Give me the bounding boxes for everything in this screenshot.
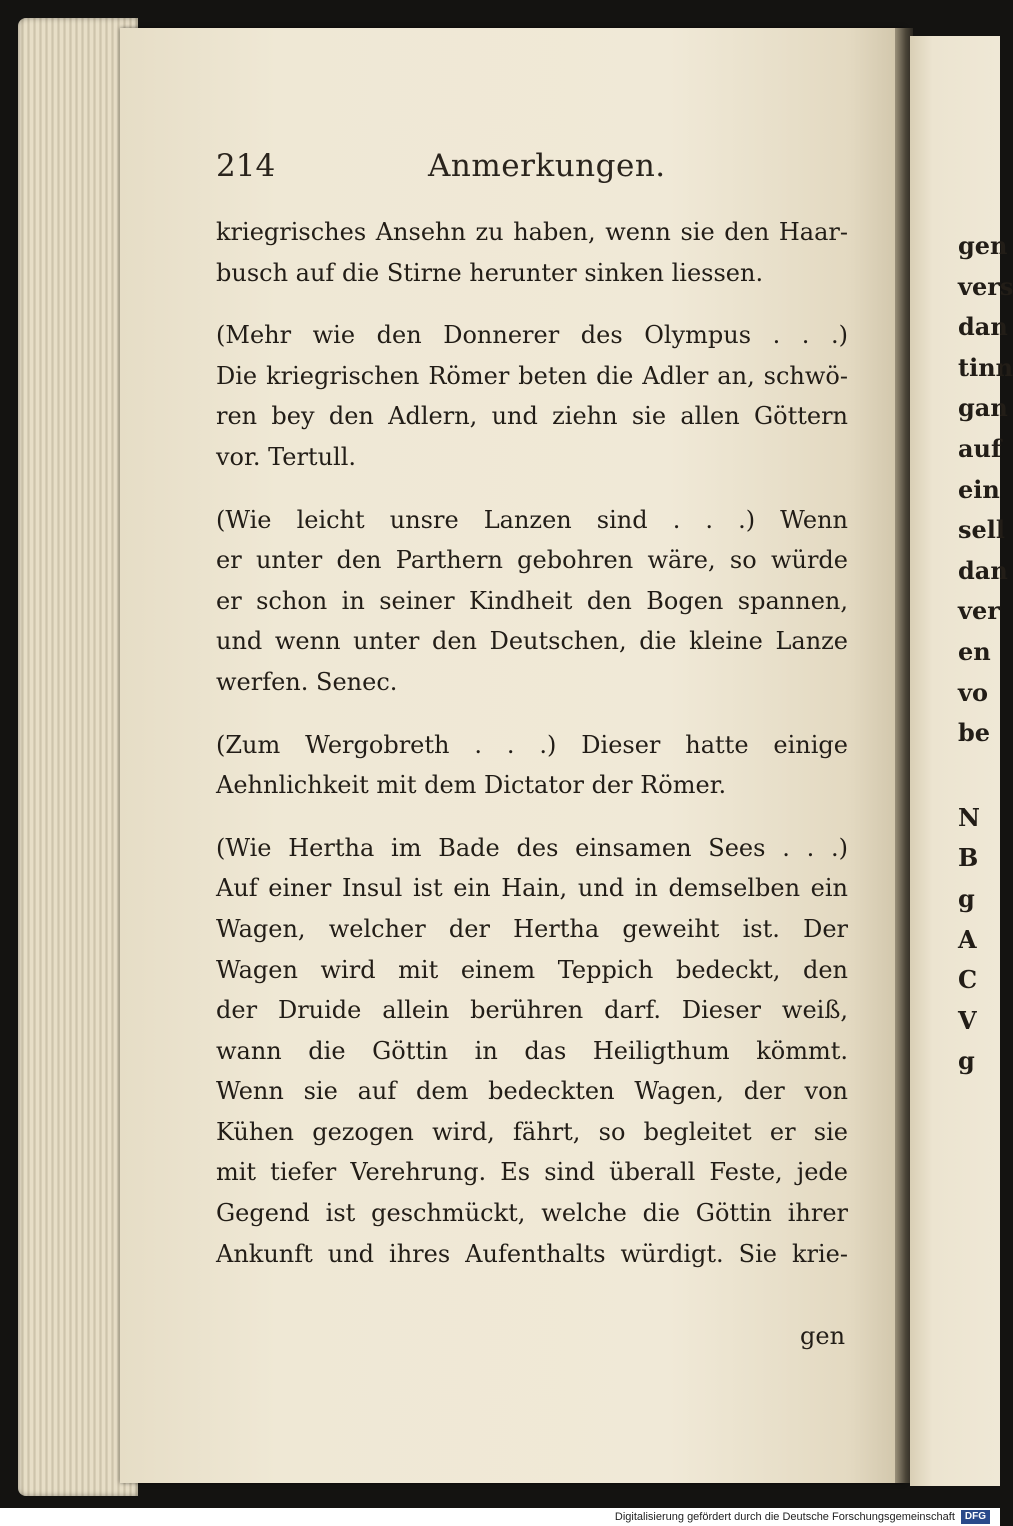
text-line: (Wie leicht unsre Lanzen sind . . .) Wenn	[216, 505, 848, 534]
facing-page-fragment: be	[958, 718, 991, 748]
text-line: er unter den Parthern gebohren wäre, so würde	[216, 546, 848, 575]
facing-page-gap	[958, 754, 1013, 798]
text-line: und wenn unter den Deutschen, die kleine Lanze	[216, 627, 848, 656]
text-line: busch auf die Stirne herunter sinken liessen.	[216, 258, 764, 287]
text-line: mit tiefer Verehrung. Es sind überall Feste, jede	[216, 1158, 848, 1187]
footer-bar	[0, 1508, 1000, 1526]
text-line: Ankunft und ihres Aufenthalts würdigt. Sie krie-	[216, 1239, 848, 1268]
facing-page-fragment: ver	[958, 596, 1000, 626]
facing-page-fragment: g	[958, 883, 975, 913]
facing-page-fragment: sell	[958, 515, 1006, 545]
text-line: Auf einer Insul ist ein Hain, und in demselben ein	[216, 874, 848, 903]
text-line: Wenn sie auf dem bedeckten Wagen, der von	[216, 1077, 848, 1106]
text-line: werfen. Senec.	[216, 667, 398, 696]
facing-page-fragment: g	[958, 1046, 975, 1076]
facing-page-fragment: en	[958, 636, 991, 666]
facing-page-fragment: A	[958, 924, 977, 954]
text-line: (Mehr wie den Donnerer des Olympus . . .)	[216, 321, 848, 350]
body-text	[216, 212, 848, 1274]
text-line: er schon in seiner Kindheit den Bogen spannen,	[216, 586, 848, 615]
text-line: Gegend ist geschmückt, welche die Göttin ihrer	[216, 1199, 848, 1228]
text-line: Wagen, welcher der Hertha geweiht ist. Der	[216, 914, 848, 943]
facing-page-text	[958, 226, 1013, 1082]
facing-page-fragment: B	[958, 843, 979, 873]
facing-page-fragment: gan	[958, 393, 1008, 423]
paragraph-gap	[216, 806, 848, 828]
footer-credit: Digitalisierung gefördert durch die Deutsche Forschungsgemeinschaft	[614, 1511, 955, 1523]
running-head: Anmerkungen.	[428, 148, 666, 184]
facing-page-fragment: C	[958, 965, 978, 995]
facing-page-fragment: dan	[958, 312, 1008, 342]
text-line: Wagen wird mit einem Teppich bedeckt, den	[216, 955, 848, 984]
facing-page-fragment: gen	[958, 231, 1008, 260]
text-line: vor. Tertull.	[216, 442, 357, 471]
paragraph-gap	[216, 703, 848, 725]
paragraph-gap	[216, 478, 848, 500]
page-header	[216, 148, 856, 194]
text-line: (Wie Hertha im Bade des einsamen Sees . . .)	[216, 833, 848, 862]
dfg-logo: DFG	[961, 1510, 990, 1524]
facing-page-fragment: vers	[958, 271, 1013, 301]
facing-page-fragment: tinn	[958, 352, 1013, 382]
paragraph-gap	[216, 293, 848, 315]
right-page-fragment	[910, 36, 1013, 1486]
catchword: gen	[800, 1322, 846, 1350]
text-line: Kühen gezogen wird, fährt, so begleitet er sie	[216, 1117, 848, 1146]
facing-page-fragment: ein	[958, 474, 1000, 504]
text-line: Aehnlichkeit mit dem Dictator der Römer.	[216, 771, 727, 800]
page-number: 214	[216, 148, 276, 184]
text-line: kriegrisches Ansehn zu haben, wenn sie den Haar-	[216, 218, 848, 246]
facing-page-fragment: V	[958, 1005, 977, 1035]
text-line: Die kriegrischen Römer beten die Adler an, schwö-	[216, 361, 848, 390]
text-line: wann die Göttin in das Heiligthum kömmt.	[216, 1036, 848, 1065]
facing-page-fragment: vo	[958, 677, 988, 707]
text-line: der Druide allein berühren darf. Dieser weiß,	[216, 996, 848, 1025]
facing-page-fragment: N	[958, 802, 980, 832]
facing-page-fragment: dan	[958, 555, 1008, 585]
facing-page-fragment: auf	[958, 433, 1002, 463]
text-line: (Zum Wergobreth . . .) Dieser hatte einige	[216, 730, 848, 759]
text-line: ren bey den Adlern, und ziehn sie allen Göttern	[216, 402, 848, 431]
